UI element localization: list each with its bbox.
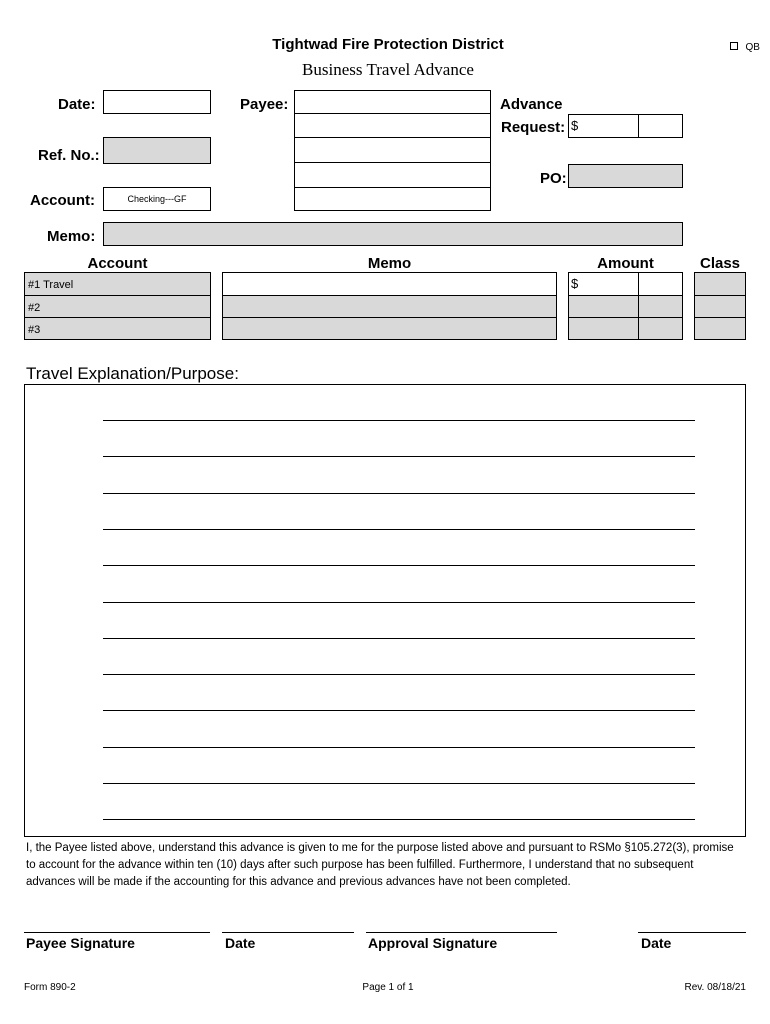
table-row-2-amount[interactable] bbox=[568, 295, 639, 318]
date2-label: Date bbox=[641, 935, 672, 951]
table-row-1-class[interactable] bbox=[694, 272, 746, 296]
payee-signature-line[interactable] bbox=[24, 932, 210, 933]
payee-field-line2[interactable] bbox=[294, 113, 491, 138]
approval-signature-label: Approval Signature bbox=[368, 935, 498, 951]
form-number: Form 890-2 bbox=[24, 982, 76, 993]
payee-label: Payee: bbox=[240, 96, 289, 113]
payee-field-line1[interactable] bbox=[294, 90, 491, 114]
ref-label: Ref. No.: bbox=[38, 147, 100, 164]
date-field[interactable] bbox=[103, 90, 211, 114]
table-row-2-account[interactable] bbox=[24, 295, 211, 318]
payee-statement: I, the Payee listed above, understand this advance is given to me for the purpose listed above and pursuant to RSMo §105.272(3), promise to account for the advance within ten (10) days after such purpose has been fulfilled. Furthermore, I understand that no subsequent advances will be made if the accounting for this advance and previous advances have not been completed. bbox=[26, 842, 734, 888]
table-row-1-account-text: #1 Travel bbox=[28, 279, 74, 291]
table-header-account: Account bbox=[87, 255, 148, 272]
explanation-box[interactable] bbox=[24, 384, 746, 837]
explanation-line[interactable] bbox=[103, 747, 695, 748]
account-label: Account: bbox=[30, 192, 95, 209]
table-row-2-cents[interactable] bbox=[638, 295, 683, 318]
table-row-3-cents[interactable] bbox=[638, 317, 683, 340]
payee-field-line4[interactable] bbox=[294, 162, 491, 188]
explanation-line[interactable] bbox=[103, 493, 695, 494]
org-name: Tightwad Fire Protection District bbox=[272, 36, 504, 53]
table-row-3-class[interactable] bbox=[694, 317, 746, 340]
ref-field[interactable] bbox=[103, 137, 211, 164]
table-header-class: Class bbox=[699, 255, 741, 272]
form-title: Business Travel Advance bbox=[302, 60, 474, 79]
table-header-memo: Memo bbox=[367, 255, 412, 272]
payee-field-line5[interactable] bbox=[294, 187, 491, 211]
explanation-line[interactable] bbox=[103, 565, 695, 566]
explanation-line[interactable] bbox=[103, 674, 695, 675]
date2-line[interactable] bbox=[638, 932, 746, 933]
qb-checkbox-box[interactable] bbox=[730, 42, 738, 50]
request-label: Request: bbox=[501, 119, 566, 136]
advance-request-cents[interactable] bbox=[638, 114, 683, 138]
payee-field-line3[interactable] bbox=[294, 137, 491, 163]
table-row-3-memo[interactable] bbox=[222, 317, 557, 340]
table-row-3-account[interactable] bbox=[24, 317, 211, 340]
table-row-1-cents[interactable] bbox=[638, 272, 683, 296]
table-row-3-account-text: #3 bbox=[28, 324, 41, 336]
account-field[interactable] bbox=[103, 187, 211, 211]
table-row-1-account[interactable] bbox=[24, 272, 211, 296]
request-currency: $ bbox=[571, 118, 579, 133]
account-value: Checking---GF bbox=[127, 194, 187, 204]
table-row-1-memo[interactable] bbox=[222, 272, 557, 296]
table-row-1-currency: $ bbox=[571, 276, 579, 291]
explanation-line[interactable] bbox=[103, 456, 695, 457]
explanation-line[interactable] bbox=[103, 529, 695, 530]
page-number: Page 1 of 1 bbox=[362, 982, 414, 993]
advance-label: Advance bbox=[500, 96, 563, 113]
revision: Rev. 08/18/21 bbox=[684, 982, 746, 993]
table-row-1-amount[interactable] bbox=[568, 272, 639, 296]
explanation-line[interactable] bbox=[103, 710, 695, 711]
date-label: Date: bbox=[58, 96, 96, 113]
table-row-2-account-text: #2 bbox=[28, 302, 41, 314]
memo-field[interactable] bbox=[103, 222, 683, 246]
table-row-2-memo[interactable] bbox=[222, 295, 557, 318]
po-label: PO: bbox=[540, 170, 567, 187]
date1-label: Date bbox=[225, 935, 256, 951]
po-field[interactable] bbox=[568, 164, 683, 188]
date1-line[interactable] bbox=[222, 932, 354, 933]
table-header-amount: Amount bbox=[597, 255, 654, 272]
explanation-line[interactable] bbox=[103, 420, 695, 421]
explanation-line[interactable] bbox=[103, 783, 695, 784]
explanation-line[interactable] bbox=[103, 602, 695, 603]
table-row-2-class[interactable] bbox=[694, 295, 746, 318]
table-row-3-amount[interactable] bbox=[568, 317, 639, 340]
memo-label: Memo: bbox=[47, 228, 96, 245]
explanation-line[interactable] bbox=[103, 638, 695, 639]
qb-checkbox-label: QB bbox=[745, 42, 760, 53]
approval-signature-line[interactable] bbox=[366, 932, 557, 933]
explanation-heading: Travel Explanation/Purpose: bbox=[26, 364, 239, 383]
payee-signature-label: Payee Signature bbox=[26, 935, 135, 951]
advance-request-amount[interactable] bbox=[568, 114, 639, 138]
qb-checkbox[interactable] bbox=[730, 37, 770, 51]
explanation-line[interactable] bbox=[103, 819, 695, 820]
